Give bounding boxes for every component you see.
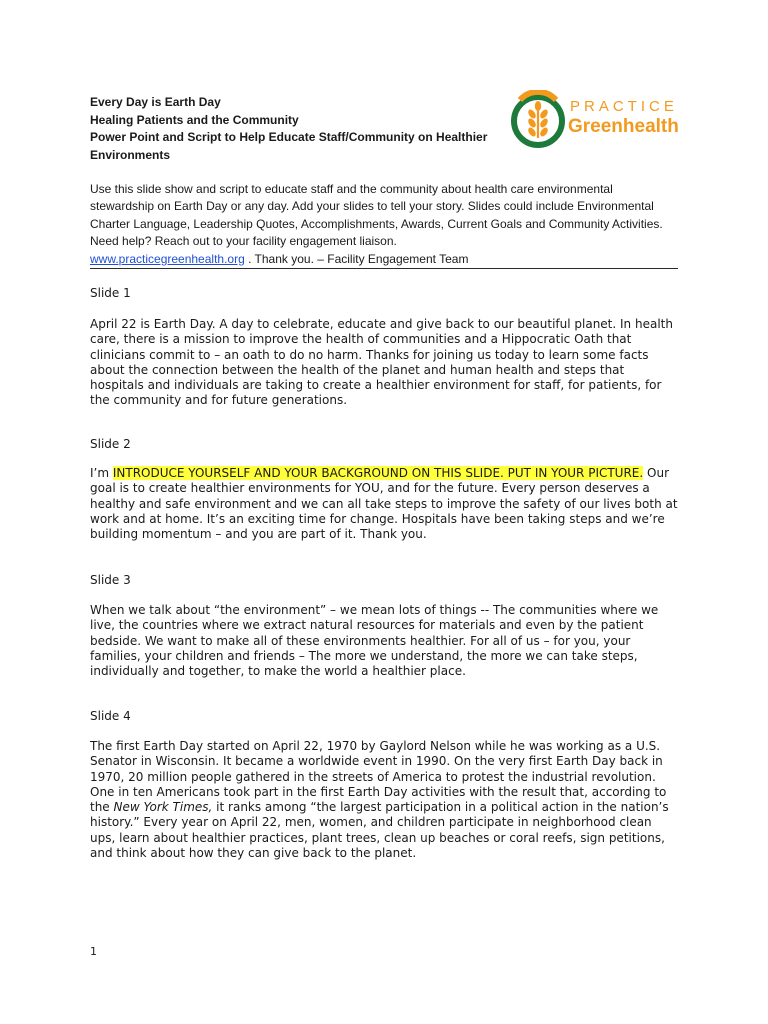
practice-greenhealth-logo	[510, 90, 685, 152]
slide-2-highlight: INTRODUCE YOURSELF AND YOUR BACKGROUND ON THIS SLIDE. PUT IN YOUR PICTURE.	[112, 466, 644, 480]
slide-1-label: Slide 1	[90, 286, 131, 300]
intro-text: Use this slide show and script to educate staff and the community about health care environmental stewardship on Earth Day or any day. Add your slides to tell your story. Slides could include Environmental Charter Language, Leadership Quotes, Accomplishments, Awards, Current Goals and Community Activities. Need help? Reach out to your facility engagement liaison.	[90, 182, 663, 249]
slide-3-label: Slide 3	[90, 573, 131, 587]
page-number: 1	[90, 945, 97, 958]
intro-closing: . Thank you. – Facility Engagement Team	[244, 251, 469, 266]
logo-text-practice: PRACTICE	[570, 98, 678, 115]
title-line-1: Every Day is Earth Day	[90, 95, 221, 109]
practicegreenhealth-link[interactable]: www.practicegreenhealth.org	[90, 251, 245, 266]
slide-1-text: April 22 is Earth Day. A day to celebrate, educate and give back to our beautiful planet. In health care, there is a mission to improve the health of communities and a Hippocratic Oath that clinicians commit to – an oath to do no harm. Thanks for joining us today to learn some facts about the connection between the health of the planet and human health and steps that hospitals and individuals are taking to create a healthier environment for staff, for patients, for the community and for future generations.	[90, 317, 673, 408]
wheat-leaf-logo-icon	[510, 90, 566, 152]
title-line-3: Power Point and Script to Help Educate Staff/Community on Healthier Environments	[90, 130, 488, 162]
intro-paragraph	[90, 181, 680, 268]
logo-text-greenhealth: Greenhealth	[568, 116, 679, 137]
slide-2-text: Our goal is to create healthier environments for YOU, and for the future. Every person deserves a healthy and safe environment and we can all take steps to improve the safety of our lives both at work and at home. It’s an exciting time for change. Hospitals have been taking steps and we’re building momentum – and you are part of it. Thank you.	[90, 466, 678, 542]
header-divider	[90, 268, 678, 269]
slide-4-italic: New York Times,	[113, 800, 213, 815]
slide-2-label: Slide 2	[90, 437, 131, 451]
slide-2-prefix: I’m	[90, 466, 113, 480]
title-line-2: Healing Patients and the Community	[90, 112, 299, 127]
slide-4-text-a: The first Earth Day started on April 22, 1970 by Gaylord Nelson while he was working as a U.S. Senator in Wisconsin. It became a worldwide event in 1990. On the very first Earth Day back in 1970, 20 million people gathered in the streets of America to protest the industrial revolution. One in ten Americans took part in the first Earth Day activities with the result that, according to the	[90, 739, 667, 815]
slide-3-text: When we talk about “the environment” – we mean lots of things -- The communities where we live, the countries where we extract natural resources for materials and even by the patient bedside. We want to make all of these environments healthier. For all of us – for you, your families, your children and friends – The more we understand, the more we can take steps, individually and together, to make the world a healthier place.	[90, 603, 659, 679]
slide-4-paragraph	[90, 739, 680, 861]
slide-2-paragraph	[90, 466, 680, 542]
slide-4-label: Slide 4	[90, 709, 131, 723]
slide-4-text-b: it ranks among “the largest participation in a political action in the nation’s history.” Every year on April 22, men, women, and children participate in neighborhood clean ups, learn about healthier practices, plant trees, clean up beaches or coral reefs, sign petitions, and think about how they can give back to the planet.	[90, 800, 669, 861]
document-header	[90, 94, 510, 164]
